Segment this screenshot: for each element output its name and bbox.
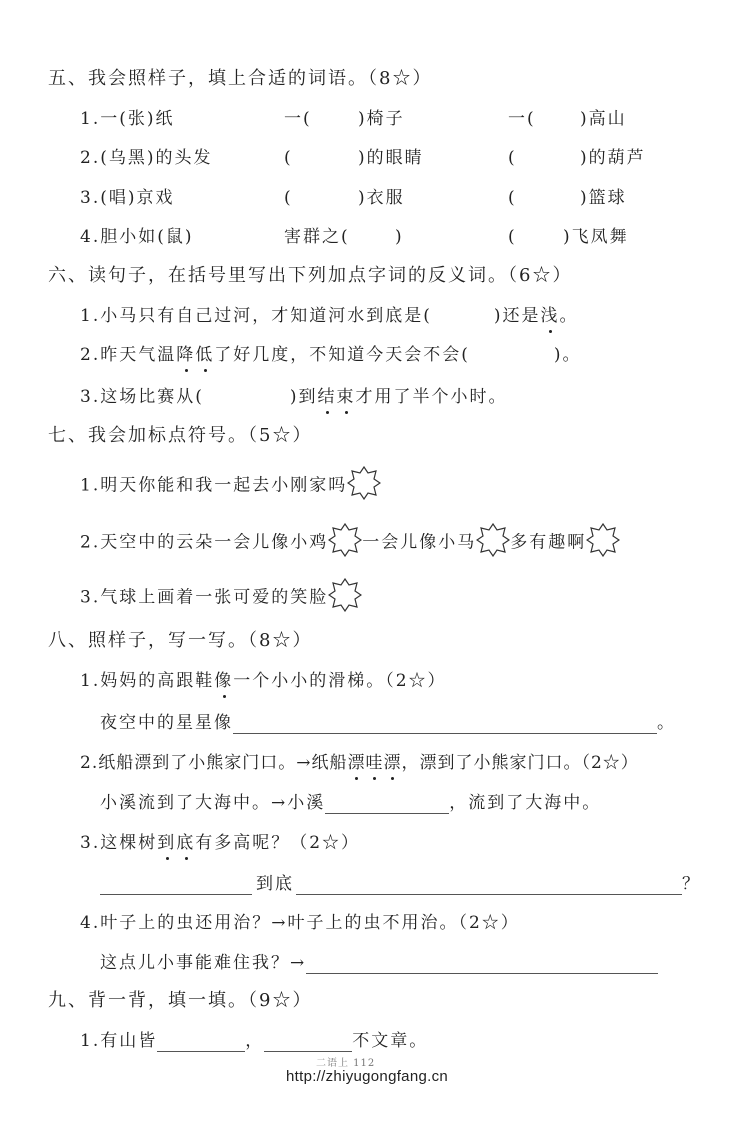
s8-q2-text: 2.纸船漂到了小熊家门口。→纸船	[80, 753, 348, 773]
section-9-title: 九、背一背，填一填。（9☆）	[48, 990, 313, 1011]
s6-q3	[80, 386, 508, 408]
s5-r2-b-open: (	[284, 148, 293, 168]
s5-r3-b-close: )衣服	[358, 188, 405, 208]
punctuation-box-icon[interactable]	[328, 578, 362, 612]
s8-q4: 4.叶子上的虫还用治？→叶子上的虫不用治。（2☆）	[80, 913, 520, 933]
s5-r1-b-close: )椅子	[358, 109, 405, 129]
s6-q2-dotted-2: 低	[195, 345, 215, 365]
s5-r2-c-close: )的葫芦	[580, 148, 646, 168]
s8-q4-answer	[100, 952, 658, 974]
s8-q1	[80, 670, 447, 692]
s5-r1-b-open: 一(	[284, 109, 312, 129]
s7-q1-text: 1.明天你能和我一起去小刚家吗	[80, 475, 348, 496]
s6-q2-text-b: 了好几度，不知道今天会不会(	[214, 345, 470, 365]
s5-r1-c-open: 一(	[508, 109, 536, 129]
section-7-title: 七、我会加标点符号。（5☆）	[48, 425, 313, 446]
s8-q2-dotted-2: 哇	[365, 753, 384, 773]
s8-q3-end: ？	[682, 874, 701, 894]
s6-q2-end: )。	[553, 345, 582, 365]
s5-r2-b-close: )的眼睛	[358, 148, 424, 168]
s5-r4-b-open: 害群之(	[284, 227, 350, 247]
s8-q3-middle: 到底	[256, 874, 294, 894]
punctuation-box-icon[interactable]	[328, 523, 362, 557]
s8-q1-dotted: 像	[214, 671, 234, 691]
s8-q3-dotted-1: 到	[157, 833, 177, 853]
s6-q2-dotted-1: 降	[176, 345, 196, 365]
s5-r3-c-close: )篮球	[580, 188, 627, 208]
s8-q1-text-b: 一个小小的滑梯。（2☆）	[233, 671, 447, 691]
s7-q2	[80, 529, 620, 557]
s5-row-2	[80, 147, 646, 169]
s5-r3-b-open: (	[284, 188, 293, 208]
watermark-url[interactable]: http://zhiyugongfang.cn	[286, 1068, 449, 1085]
s8-q2-end: ，流到了大海中。	[449, 793, 602, 813]
s5-row-1	[80, 108, 627, 130]
s7-q3	[80, 584, 362, 612]
answer-line[interactable]	[264, 1033, 352, 1052]
s8-q4-prompt: 这点儿小事能难住我？→	[100, 953, 307, 973]
s6-q3-dotted-1: 结	[317, 387, 337, 407]
s5-r4-c-open: (	[508, 227, 517, 247]
s5-r4-example: 4.胆小如(鼠)	[80, 227, 194, 247]
s6-q3-text-b: )到	[289, 387, 318, 407]
s8-q3	[80, 832, 360, 854]
s6-q3-text: 3.这场比赛从(	[80, 387, 204, 407]
s6-q1-text-b: )还是	[493, 306, 541, 326]
s5-r2-c-open: (	[508, 148, 517, 168]
s9-q1-end: 不文章。	[352, 1031, 429, 1051]
s5-r4-b-close: )	[395, 227, 404, 247]
s5-r3-example: 3.(唱)京戏	[80, 188, 175, 208]
s6-q1-text: 1.小马只有自己过河，才知道河水到底是(	[80, 306, 432, 326]
punctuation-box-icon[interactable]	[476, 523, 510, 557]
s6-q1	[80, 305, 579, 327]
section-6-title: 六、读句子，在括号里写出下列加点字词的反义词。（6☆）	[48, 265, 573, 286]
s8-q2-text-b: ，漂到了小熊家门口。（2☆）	[401, 753, 639, 773]
section-5-title: 五、我会照样子，填上合适的词语。（8☆）	[48, 68, 433, 89]
s9-q1	[80, 1030, 428, 1052]
s8-q3-text-b: 有多高呢？（2☆）	[195, 833, 361, 853]
section-8-title: 八、照样子，写一写。（8☆）	[48, 630, 313, 651]
s5-row-3	[80, 187, 627, 209]
s8-q2	[80, 752, 639, 774]
s6-q1-end: 。	[559, 306, 579, 326]
s7-q3-text: 3.气球上画着一张可爱的笑脸	[80, 587, 329, 608]
s6-q3-dotted-2: 束	[336, 387, 356, 407]
s6-q3-end: 才用了半个小时。	[355, 387, 508, 407]
s6-q1-dotted: 浅	[540, 306, 560, 326]
s5-row-4	[80, 226, 629, 248]
s5-r3-c-open: (	[508, 188, 517, 208]
s9-q1-text: 1.有山皆	[80, 1031, 158, 1051]
s6-q2-text: 2.昨天气温	[80, 345, 177, 365]
s6-q2	[80, 344, 582, 366]
s5-r2-example: 2.(乌黑)的头发	[80, 148, 213, 168]
s8-q2-dotted-3: 漂	[383, 753, 402, 773]
page-number: 二语上 112	[316, 1058, 376, 1069]
answer-line[interactable]	[157, 1033, 245, 1052]
s8-q1-text: 1.妈妈的高跟鞋	[80, 671, 215, 691]
s8-q3-answer	[100, 873, 701, 895]
s7-q2-text: 2.天空中的云朵一会儿像小鸡	[80, 532, 329, 553]
answer-line[interactable]	[325, 795, 449, 814]
s8-q2-prompt: 小溪流到了大海中。→小溪	[100, 793, 326, 813]
s7-q2-text-b: 一会儿像小马	[362, 532, 477, 553]
s8-q1-prompt: 夜空中的星星像	[100, 713, 233, 733]
punctuation-box-icon[interactable]	[347, 466, 381, 500]
s9-q1-comma: ，	[245, 1031, 265, 1051]
s8-q2-answer	[100, 792, 601, 814]
s5-r4-c-close: )飞凤舞	[563, 227, 629, 247]
answer-line[interactable]	[296, 876, 682, 895]
s8-q2-dotted-1: 漂	[347, 753, 366, 773]
s7-q1	[80, 472, 381, 500]
answer-line[interactable]	[233, 715, 657, 734]
s8-q3-text: 3.这棵树	[80, 833, 158, 853]
answer-line[interactable]	[100, 876, 252, 895]
s8-q1-answer	[100, 712, 676, 734]
s7-q2-text-c: 多有趣啊	[510, 532, 587, 553]
punctuation-box-icon[interactable]	[586, 523, 620, 557]
answer-line[interactable]	[306, 955, 658, 974]
s8-q1-end: 。	[657, 713, 676, 733]
s8-q3-dotted-2: 底	[176, 833, 196, 853]
s5-r1-c-close: )高山	[580, 109, 627, 129]
s5-r1-example: 1.一(张)纸	[80, 109, 175, 129]
